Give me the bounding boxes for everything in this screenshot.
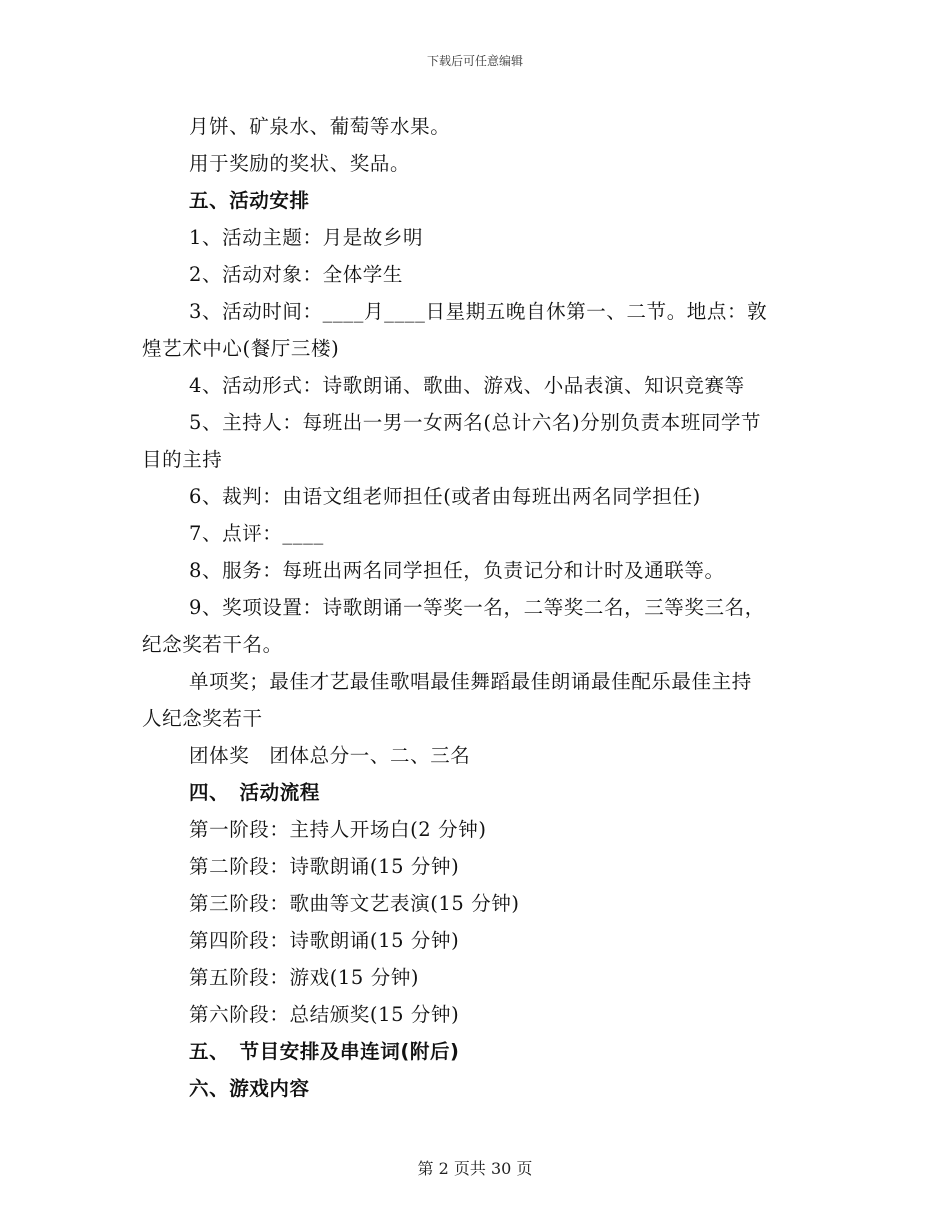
paragraph-line: 第四阶段：诗歌朗诵(15 分钟)	[189, 929, 460, 952]
paragraph-line: 7、点评：____	[189, 522, 324, 545]
paragraph-line: 第三阶段：歌曲等文艺表演(15 分钟)	[189, 892, 520, 915]
paragraph-line: 煌艺术中心(餐厅三楼)	[142, 337, 340, 360]
page-header: 下载后可任意编辑	[426, 54, 523, 68]
paragraph-line: 9、奖项设置：诗歌朗诵一等奖一名，二等奖二名，三等奖三名，	[189, 596, 765, 619]
paragraph-line: 2、活动对象：全体学生	[189, 263, 404, 286]
section-heading: 六、游戏内容	[189, 1077, 310, 1100]
section-heading: 五、活动安排	[189, 189, 310, 212]
paragraph-line: 第二阶段：诗歌朗诵(15 分钟)	[189, 855, 460, 878]
section-heading: 五、 节目安排及串连词(附后)	[189, 1040, 460, 1063]
page-footer: 第 2 页共 30 页	[417, 1159, 533, 1178]
paragraph-line: 3、活动时间：____月____日星期五晚自休第一、二节。地点：敦	[189, 300, 768, 323]
section-heading: 四、 活动流程	[189, 781, 320, 804]
paragraph-line: 8、服务：每班出两名同学担任，负责记分和计时及通联等。	[189, 559, 725, 582]
paragraph-line: 月饼、矿泉水、葡萄等水果。	[189, 115, 451, 138]
paragraph-line: 4、活动形式：诗歌朗诵、歌曲、游戏、小品表演、知识竞赛等	[189, 374, 745, 397]
paragraph-line: 人纪念奖若干	[142, 707, 263, 730]
paragraph-line: 第五阶段：游戏(15 分钟)	[189, 966, 420, 989]
paragraph-line: 团体奖 团体总分一、二、三名	[189, 744, 471, 767]
document-body	[142, 108, 812, 1107]
paragraph-line: 第六阶段：总结颁奖(15 分钟)	[189, 1003, 460, 1026]
paragraph-line: 目的主持	[142, 448, 223, 471]
paragraph-line: 1、活动主题：月是故乡明	[189, 226, 424, 249]
paragraph-line: 5、主持人：每班出一男一女两名(总计六名)分别负责本班同学节	[189, 411, 762, 434]
paragraph-line: 用于奖励的奖状、奖品。	[189, 152, 411, 175]
paragraph-line: 第一阶段：主持人开场白(2 分钟)	[189, 818, 487, 841]
paragraph-line: 纪念奖若干名。	[142, 633, 283, 656]
paragraph-line: 6、裁判：由语文组老师担任(或者由每班出两名同学担任)	[189, 485, 701, 508]
paragraph-line: 单项奖；最佳才艺最佳歌唱最佳舞蹈最佳朗诵最佳配乐最佳主持	[189, 670, 752, 693]
